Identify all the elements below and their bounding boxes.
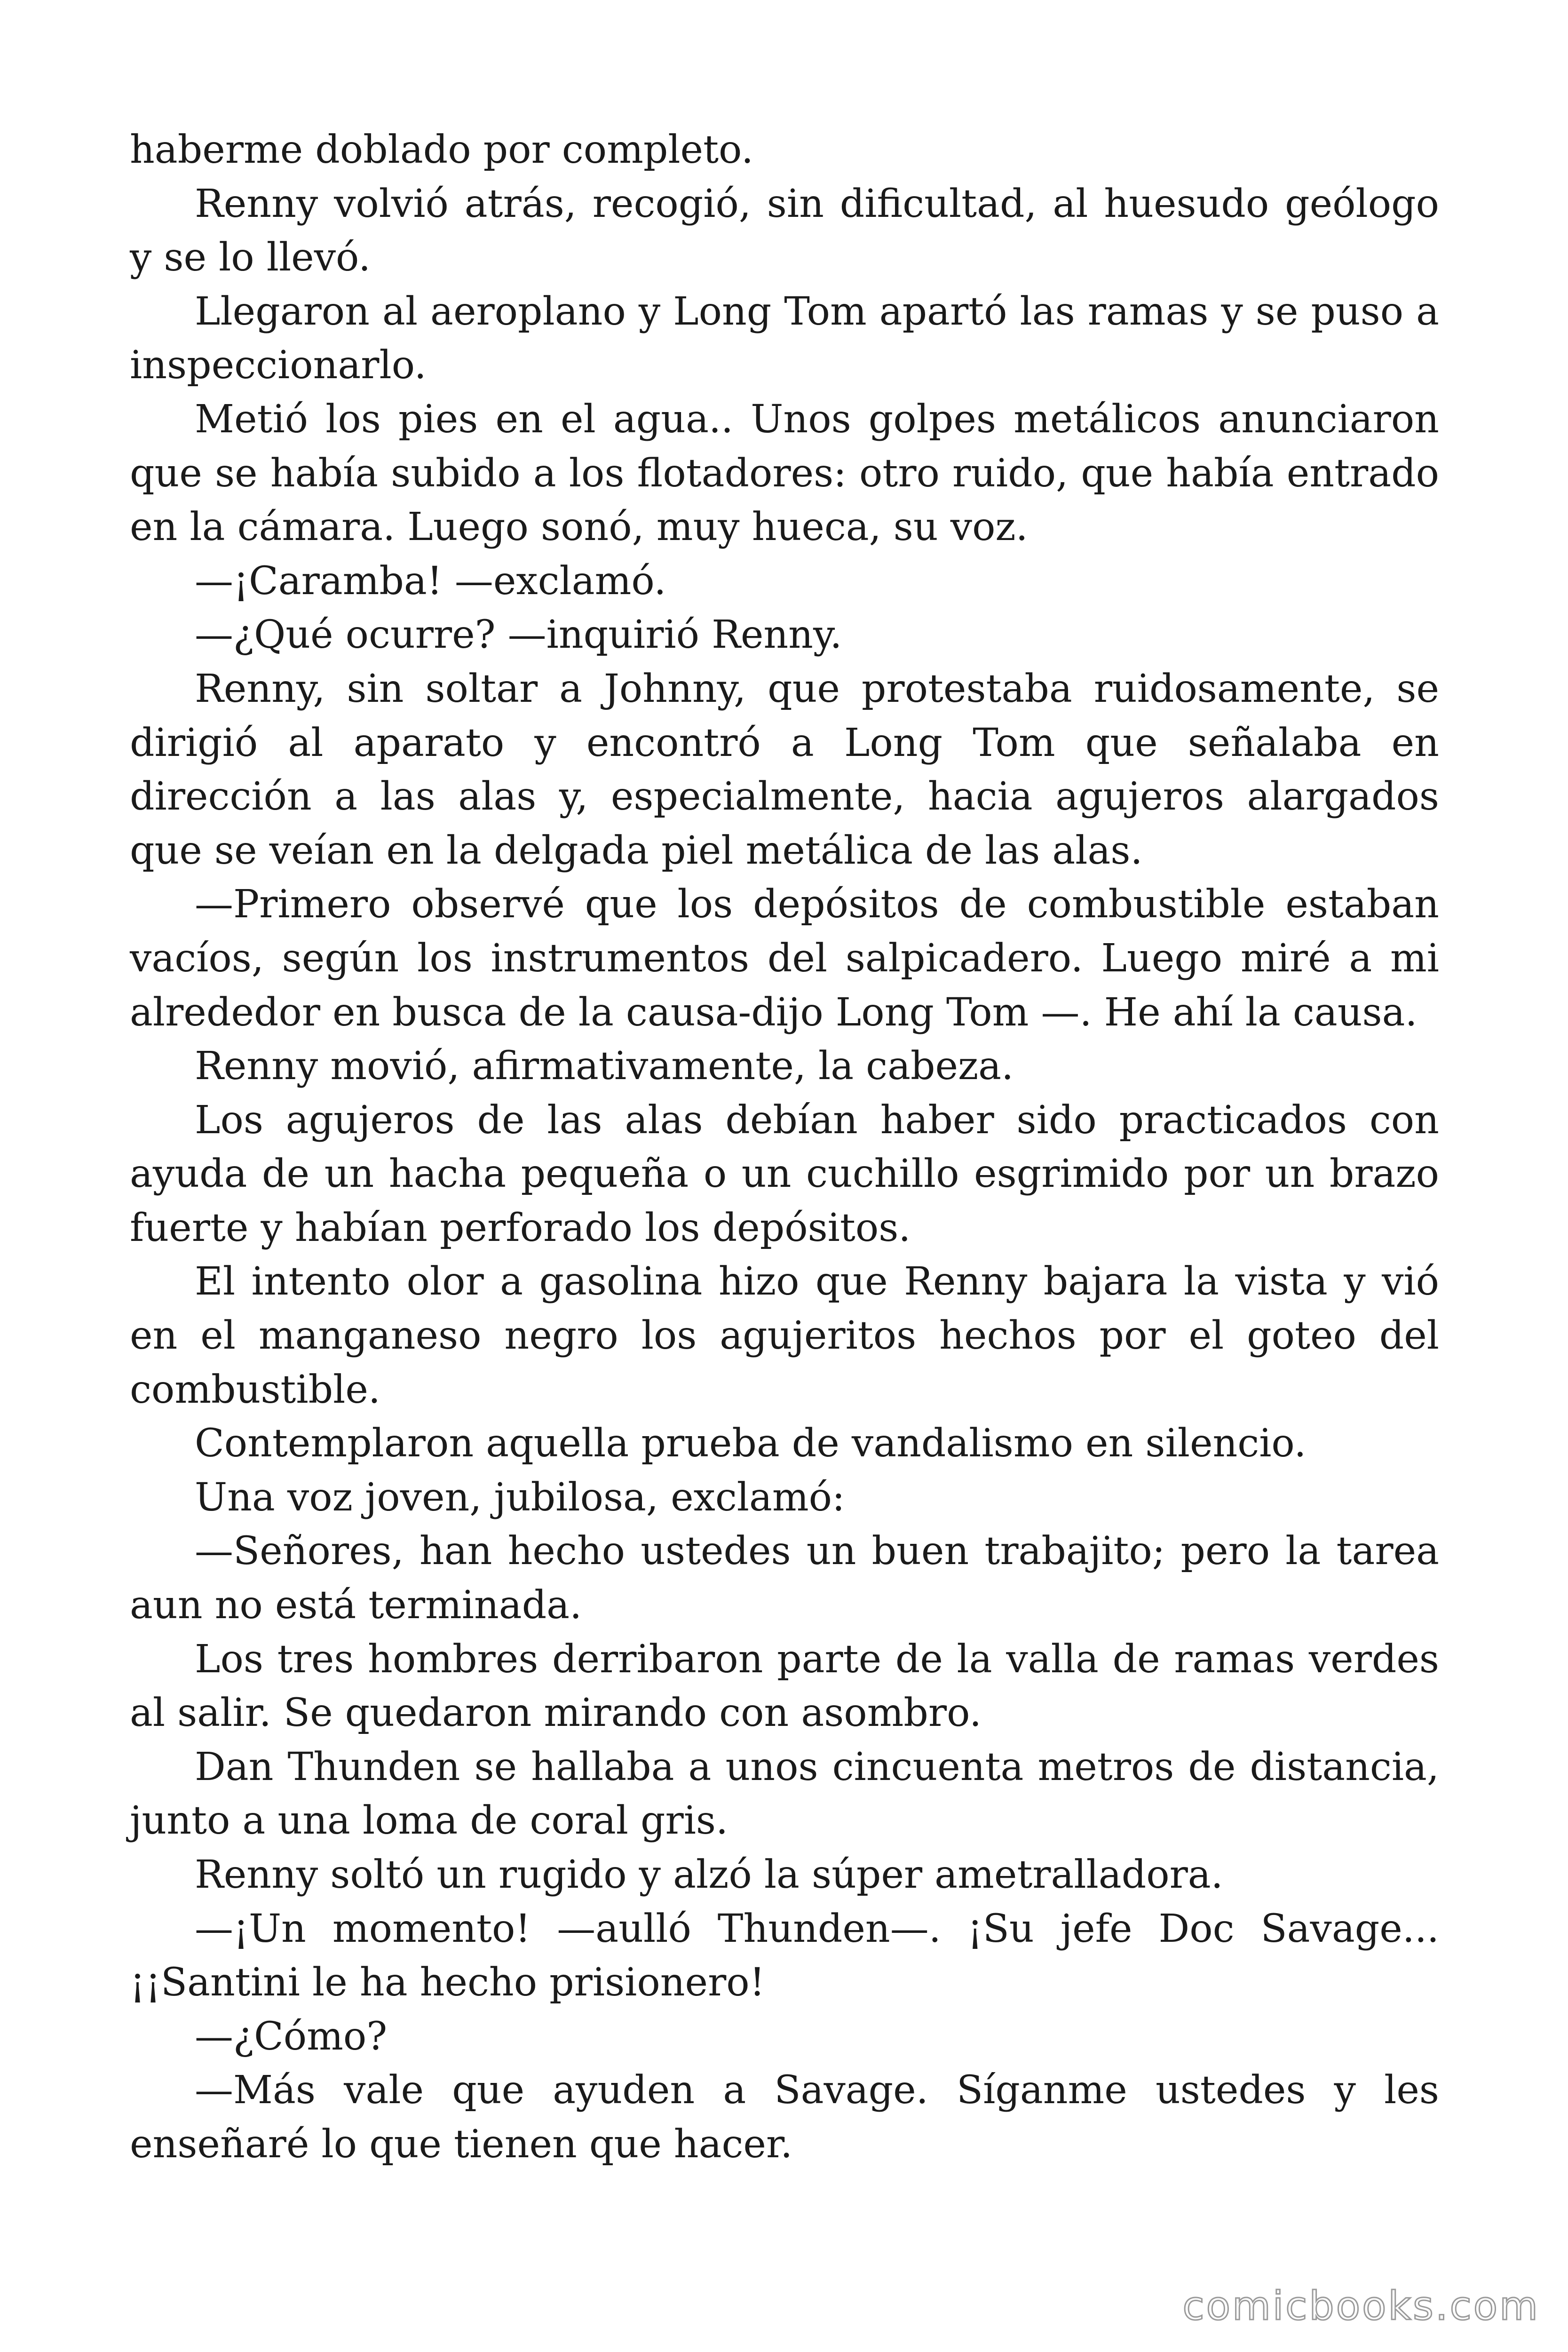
paragraph-continuation: haberme doblado por completo. xyxy=(130,127,754,172)
dialogue-line: —Primero observé que los depósitos de combustible estaban vacíos, según los instrumentos del salpicadero. Luego miré a mi alrededor en busca de la causa-dijo Long Tom —. He ahí la causa. xyxy=(130,882,1439,1035)
paragraph: Renny movió, afirmativamente, la cabeza. xyxy=(195,1044,1014,1089)
paragraph: Renny volvió atrás, recogió, sin dificultad, al huesudo geólogo y se lo llevó. xyxy=(130,181,1439,280)
dialogue-line: —¿Qué ocurre? —inquirió Renny. xyxy=(195,612,842,658)
dialogue-line: —Señores, han hecho ustedes un buen trabajito; pero la tarea aun no está terminada. xyxy=(130,1529,1439,1628)
paragraph: Renny soltó un rugido y alzó la súper ametralladora. xyxy=(195,1852,1223,1897)
dialogue-line: —¡Un momento! —aulló Thunden—. ¡Su jefe Doc Savage... ¡¡Santini le ha hecho prisionero! xyxy=(130,1906,1439,2005)
paragraph: El intento olor a gasolina hizo que Renny bajara la vista y vió en el manganeso negro los agujeritos hechos por el goteo del combustible. xyxy=(130,1259,1439,1412)
paragraph: Dan Thunden se hallaba a unos cincuenta metros de distancia, junto a una loma de coral gris. xyxy=(130,1744,1439,1843)
dialogue-line: —¿Cómo? xyxy=(195,2014,388,2059)
dialogue-line: —Más vale que ayuden a Savage. Síganme ustedes y les enseñaré lo que tienen que hacer. xyxy=(130,2068,1439,2167)
paragraph: Llegaron al aeroplano y Long Tom apartó las ramas y se puso a inspeccionarlo. xyxy=(130,289,1439,388)
paragraph: Los tres hombres derribaron parte de la valla de ramas verdes al salir. Se quedaron mirando con asombro. xyxy=(130,1637,1439,1736)
dialogue-line: —¡Caramba! —exclamó. xyxy=(195,558,666,604)
body-text xyxy=(130,123,1439,2172)
paragraph: Una voz joven, jubilosa, exclamó: xyxy=(195,1475,845,1520)
paragraph: Los agujeros de las alas debían haber sido practicados con ayuda de un hacha pequeña o un cuchillo esgrimido por un brazo fuerte y habían perforado los depósitos. xyxy=(130,1097,1439,1250)
watermark-logo: comicbooks.com xyxy=(1182,2283,1540,2329)
paragraph: Renny, sin soltar a Johnny, que protestaba ruidosamente, se dirigió al aparato y encontró a Long Tom que señalaba en dirección a las alas y, especialmente, hacia agujeros alargados que se veían en la delgada piel metálica de las alas. xyxy=(130,666,1439,873)
paragraph: Metió los pies en el agua.. Unos golpes metálicos anunciaron que se había subido a los flotadores: otro ruido, que había entrado en la cámara. Luego sonó, muy hueca, su voz. xyxy=(130,397,1439,550)
paragraph: Contemplaron aquella prueba de vandalismo en silencio. xyxy=(195,1421,1307,1466)
